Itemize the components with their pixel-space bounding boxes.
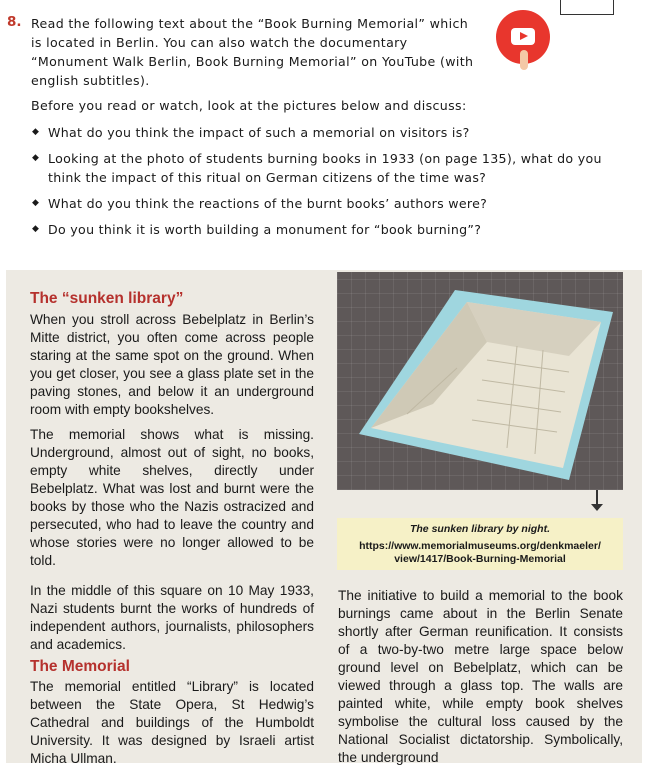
exercise-intro: Read the following text about the “Book Burning Memorial” which is located in Berlin. You can also watch the documentary “Monument Walk Berlin, Book Burning Memorial” on YouTube (with english subtitles).: [31, 16, 474, 88]
question-item: ◆ What do you think the reactions of the burnt books’ authors were?: [31, 194, 608, 213]
question-item: ◆ Do you think it is worth building a monument for “book burning”?: [31, 220, 608, 239]
question-item: ◆ Looking at the photo of students burning books in 1933 (on page 135), what do you think the impact of this ritual on German citizens of the time was?: [31, 149, 608, 187]
section-heading-memorial: The Memorial: [30, 658, 130, 675]
play-icon: [511, 28, 535, 45]
question-item: ◆ What do you think the impact of such a memorial on visitors is?: [31, 123, 608, 142]
photo-caption: [337, 518, 623, 570]
paragraph: In the middle of this square on 10 May 1933, Nazi students burnt the works of hundreds of independent authors, journalists, philosophers and academics.: [30, 583, 314, 652]
exercise-number: 8.: [7, 14, 22, 30]
right-column-text: The initiative to build a memorial to the book burnings came about in the Berlin Senate shortly after German reunification. It consists of a two-by-two metre large space below ground level on Bebelplatz, which can be viewed through a glass top. The walls are painted white, while empty book shelves symbolise the cultural loss caused by the National Socialist dictatorship. Symbolically, the underground: [338, 588, 623, 765]
sunken-library-photo: [337, 272, 623, 490]
section-body-memorial: [30, 678, 314, 775]
section-heading-sunken-library: The “sunken library”: [30, 290, 184, 307]
caption-link-line-1[interactable]: https://www.memorialmuseums.org/denkmaeler/: [359, 540, 601, 552]
caption-title: The sunken library by night.: [409, 523, 551, 535]
paragraph: The memorial entitled “Library” is located between the State Opera, St Hedwig’s Cathedral and buildings of the Humboldt University. It was designed by Israeli artist Micha Ullman.: [30, 679, 314, 766]
paragraph: When you stroll across Bebelplatz in Berlin’s Mitte district, you often come across people staring at the same spot on the ground. When you get closer, you see a glass plate set in the paving stones, and below it an underground room with empty bookshelves.: [30, 312, 314, 417]
youtube-play-icon[interactable]: [496, 10, 550, 64]
pointer-hand-icon: [520, 50, 528, 70]
section-body-sunken-library: [30, 311, 314, 661]
caption-link-line-2[interactable]: view/1417/Book-Burning-Memorial: [394, 553, 566, 565]
pointer-arrow: [596, 490, 598, 508]
photo-illustration: [337, 272, 623, 490]
corner-box-decoration: [560, 0, 614, 15]
question-list: [31, 123, 608, 246]
discussion-prompt: Before you read or watch, look at the pictures below and discuss:: [31, 98, 467, 113]
paragraph: The memorial shows what is missing. Underground, almost out of sight, no books, empty white shelves, directly under Bebelplatz. What was lost and burnt were the books by those who the Nazis ostracized and persecuted, who had to leave the country and whose stories were no longer allowed to be told.: [30, 427, 314, 568]
